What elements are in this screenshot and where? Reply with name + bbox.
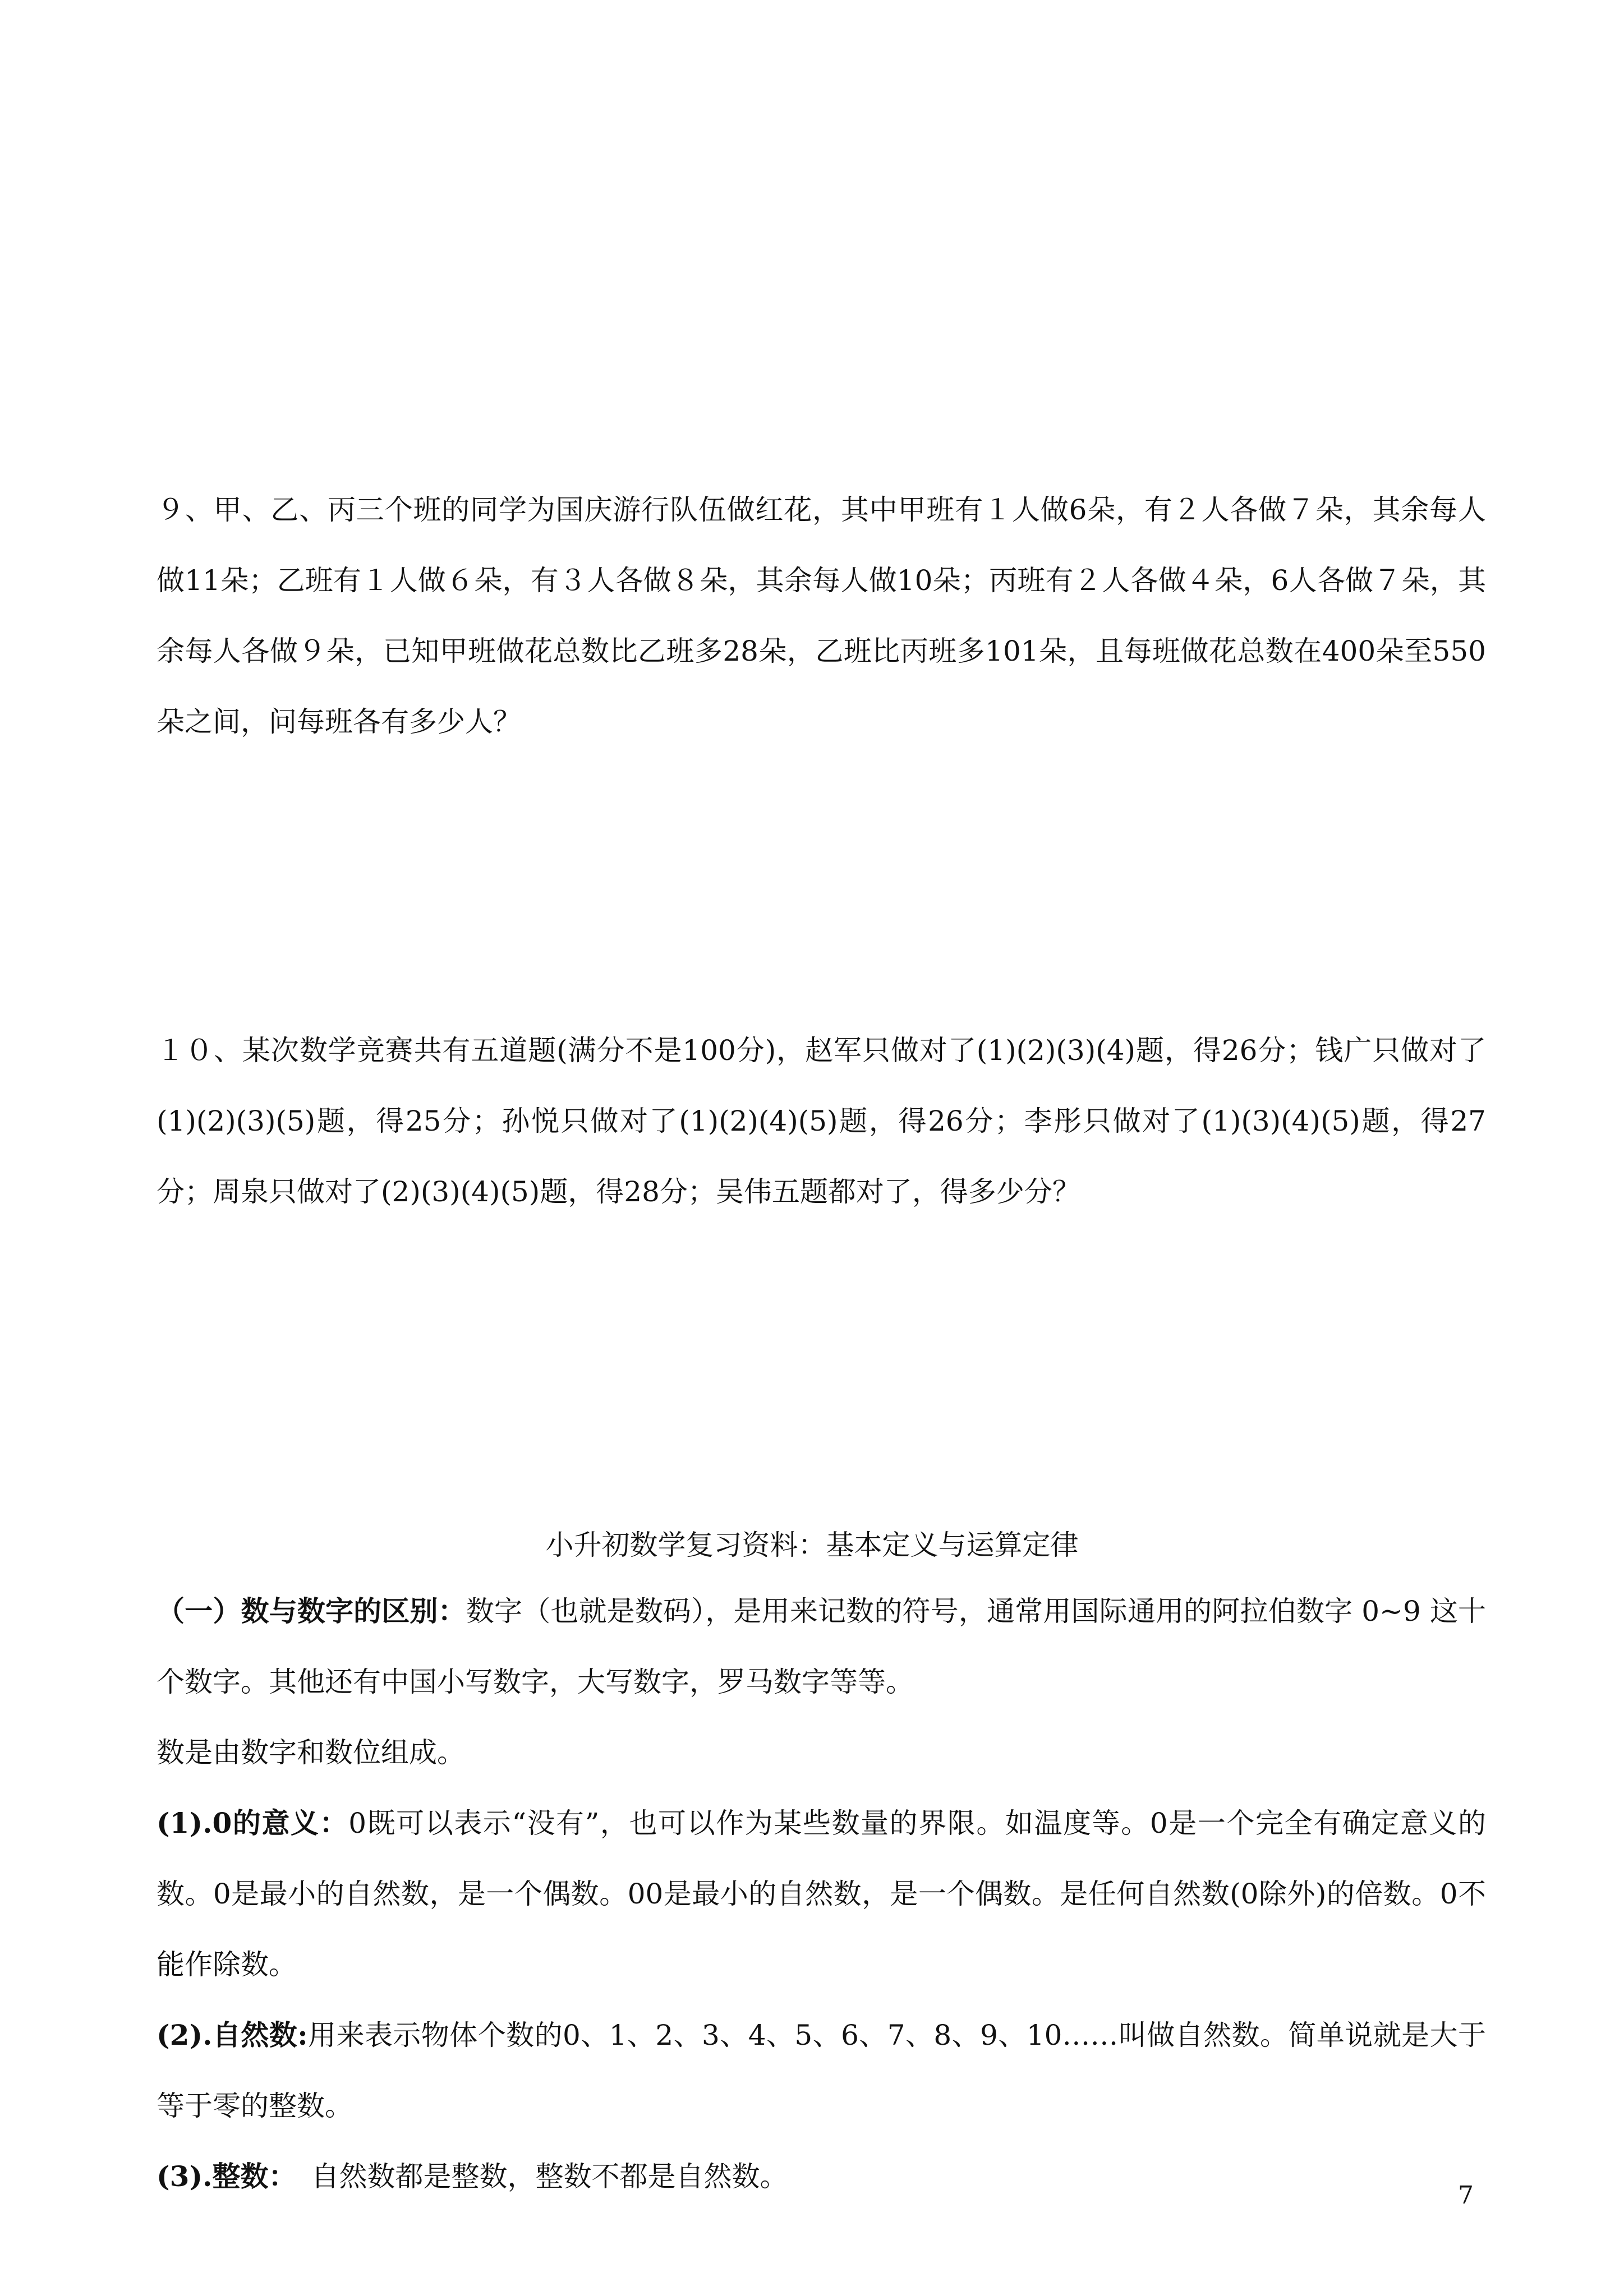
- definition-text: 用来表示物体个数的0、1、2、3、4、5、6、7、8、9、10……叫做自然数。简单说就是大于等于零的整数。: [157, 2019, 1486, 2122]
- number-composition: 数是由数字和数位组成。: [157, 1736, 465, 1769]
- question-9: ９、甲、乙、丙三个班的同学为国庆游行队伍做红花，其中甲班有１人做6朵，有２人各做７朵，其余每人做11朵；乙班有１人做６朵，有３人各做８朵，其余每人做10朵；丙班有２人各做４朵，6人各做７朵，其余每人各做９朵，已知甲班做花总数比乙班多28朵，乙班比丙班多101朵，且每班做花总数在400朵至550朵之间，问每班各有多少人？: [157, 494, 1486, 738]
- definition-heading: (3).整数：: [157, 2160, 297, 2193]
- definition-number-vs-digit: [157, 1576, 1486, 1717]
- page-number: 7: [1458, 2181, 1474, 2210]
- question-10: １０、某次数学竞赛共有五道题(满分不是100分)，赵军只做对了(1)(2)(3)(4)题，得26分；钱广只做对了(1)(2)(3)(5)题，得25分；孙悦只做对了(1)(2)(4)(5)题，得26分；李彤只做对了(1)(3)(4)(5)题，得27分；周泉只做对了(2)(3)(4)(5)题，得28分；吴伟五题都对了，得多少分？: [157, 1034, 1486, 1208]
- definition-text: 自然数都是整数，整数不都是自然数。: [311, 2160, 788, 2193]
- section-title: 小升初数学复习资料：基本定义与运算定律: [545, 1529, 1079, 1561]
- definition-integer: [157, 2141, 1486, 2212]
- definition-natural-number: [157, 2000, 1486, 2141]
- definition-zero: [157, 1788, 1486, 2000]
- definition-text: 数字（也就是数码），是用来记数的符号，通常用国际通用的阿拉伯数字 0~9 这十个数字。其他还有中国小写数字，大写数字，罗马数字等等。: [157, 1595, 1486, 1698]
- definition-text: 0既可以表示“没有”，也可以作为某些数量的界限。如温度等。0是一个完全有确定意义的数。0是最小的自然数，是一个偶数。00是最小的自然数，是一个偶数。是任何自然数(0除外)的倍数。0不能作除数。: [157, 1807, 1486, 1981]
- section-body: [157, 1576, 1486, 2212]
- definition-heading: （一）数与数字的区别：: [157, 1594, 466, 1628]
- definition-heading: (2).自然数:: [157, 2018, 308, 2051]
- definition-heading: (1).0的意义：: [157, 1806, 349, 1839]
